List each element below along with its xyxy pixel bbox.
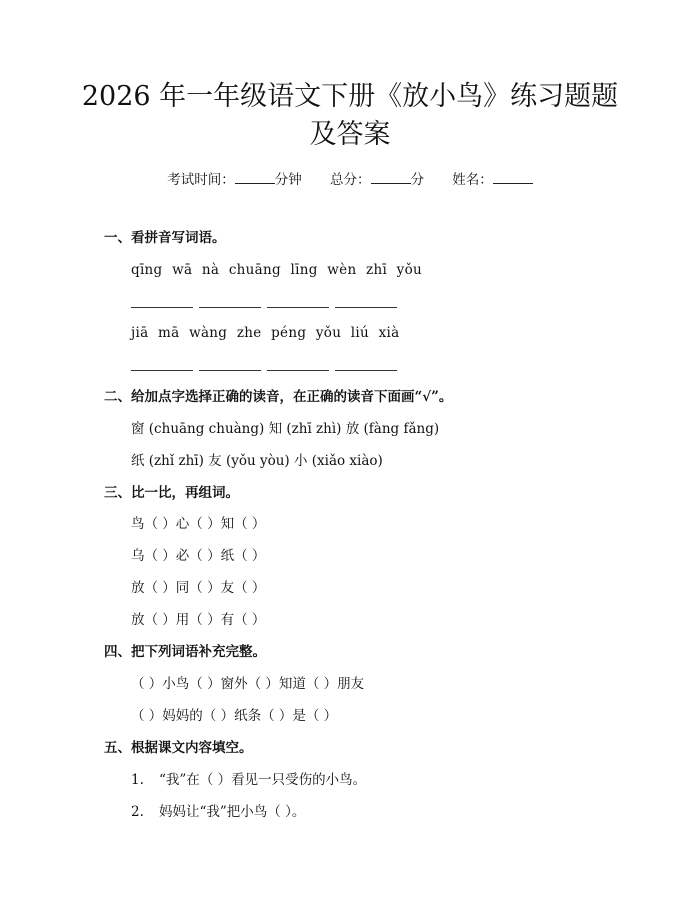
answer-blank[interactable]: [267, 307, 329, 308]
answer-blank[interactable]: [199, 307, 261, 308]
time-unit: 分钟: [274, 172, 302, 188]
exam-meta: [0, 170, 700, 189]
reading-line-1: 窗 (chuāng chuàng) 知 (zhī zhì) 放 (fàng fǎng): [131, 421, 440, 437]
compare-line-1: 鸟（ ）心（ ）知（ ）: [131, 516, 266, 532]
complete-line-1: （ ）小鸟（ ）窗外（ ）知道（ ）朋友: [131, 676, 365, 692]
pinyin-line-2: jiā mā wàng zhe péng yǒu liú xià: [131, 325, 400, 341]
fill-item-1: [131, 771, 366, 789]
compare-line-2: 乌（ ）必（ ）纸（ ）: [131, 548, 266, 564]
section-5-heading: 五、根据课文内容填空。: [104, 740, 253, 756]
section-3-heading: 三、比一比，再组词。: [104, 485, 239, 501]
item-text: 妈妈让“我”把小鸟（ ）。: [159, 804, 306, 820]
answer-lines-2: [131, 370, 401, 372]
name-label: 姓名：: [452, 172, 493, 188]
section-1-heading: 一、看拼音写词语。: [104, 230, 226, 246]
answer-blank[interactable]: [267, 370, 329, 371]
time-field: [167, 170, 302, 189]
title-line-2: 及答案: [309, 119, 391, 150]
time-label: 考试时间：: [167, 172, 235, 188]
name-field: [452, 170, 533, 189]
answer-blank[interactable]: [131, 307, 193, 308]
page-title: [60, 78, 640, 154]
item-number: 2.: [131, 804, 144, 820]
answer-blank[interactable]: [131, 370, 193, 371]
score-label: 总分：: [330, 172, 371, 188]
score-blank[interactable]: [371, 170, 411, 184]
compare-line-4: 放（ ）用（ ）有（ ）: [131, 612, 266, 628]
complete-line-2: （ ）妈妈的（ ）纸条（ ）是（ ）: [131, 708, 338, 724]
item-number: 1.: [131, 772, 144, 788]
time-blank[interactable]: [235, 170, 275, 184]
section-4-heading: 四、把下列词语补充完整。: [104, 644, 266, 660]
answer-blank[interactable]: [335, 307, 397, 308]
reading-line-2: 纸 (zhǐ zhī) 友 (yǒu yòu) 小 (xiǎo xiào): [131, 453, 383, 469]
section-2-heading: 二、给加点字选择正确的读音，在正确的读音下面画“√”。: [104, 389, 453, 405]
answer-blank[interactable]: [199, 370, 261, 371]
answer-blank[interactable]: [335, 370, 397, 371]
name-blank[interactable]: [493, 170, 533, 184]
answer-lines-1: [131, 307, 401, 309]
compare-line-3: 放（ ）同（ ）友（ ）: [131, 580, 266, 596]
score-field: [330, 170, 424, 189]
score-unit: 分: [410, 172, 424, 188]
pinyin-line-1: qīng wā nà chuāng līng wèn zhī yǒu: [131, 262, 423, 278]
fill-item-2: [131, 803, 305, 821]
title-line-1: 2026 年一年级语文下册《放小鸟》练习题题: [81, 81, 619, 112]
item-text: “我”在（ ）看见一只受伤的小鸟。: [159, 772, 367, 788]
